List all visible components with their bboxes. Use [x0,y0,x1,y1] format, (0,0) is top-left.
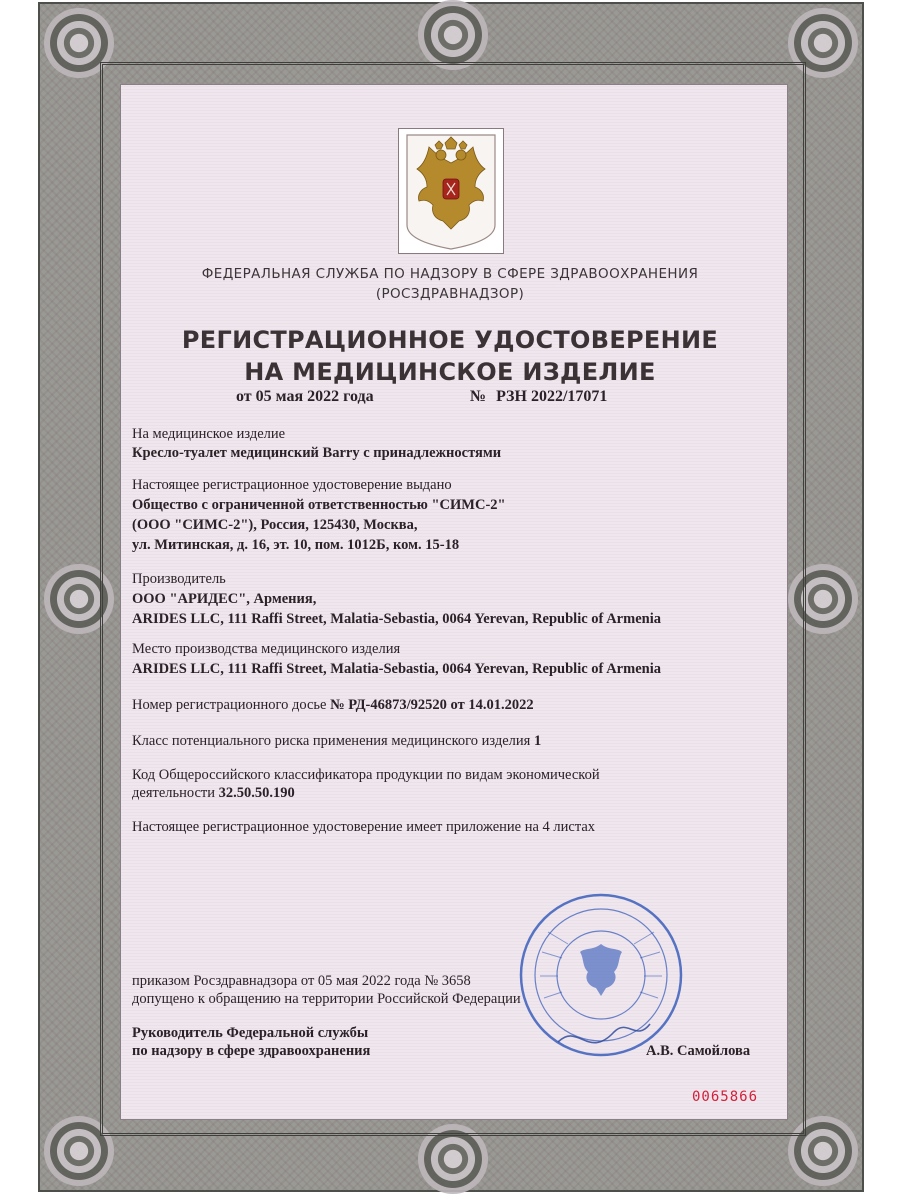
number-sign: № [470,388,487,405]
risk-class-label: Класс потенциального риска применения медицинского изделия [132,733,531,749]
okpd-label: Код Общероссийского классификатора продукции по видам экономической [132,767,600,783]
okpd-label-2: деятельности [132,785,216,801]
agency-name: ФЕДЕРАЛЬНАЯ СЛУЖБА ПО НАДЗОРУ В СФЕРЕ ЗДРАВООХРАНЕНИЯ [201,266,699,282]
registration-number-value: РЗН 2022/17071 [496,388,608,405]
appendix-note: Настоящее регистрационное удостоверение имеет приложение на 4 листах [132,819,596,835]
order-reference: приказом Росздравнадзора от 05 мая 2022 года № 3658 [132,973,471,989]
dossier-line [132,696,534,714]
registration-number [470,388,607,406]
issued-to-label: Настоящее регистрационное удостоверение выдано [132,477,452,493]
agency-abbreviation: (РОСЗДРАВНАДЗОР) [375,286,525,302]
dossier-label: Номер регистрационного досье [132,697,327,713]
signatory-title-1: Руководитель Федеральной службы [132,1025,369,1041]
manufacturer-label: Производитель [132,571,226,587]
order-permission: допущено к обращению на территории Российской Федерации [132,991,521,1007]
top-center-rosette [418,0,488,70]
document-title-line2: НА МЕДИЦИНСКОЕ ИЗДЕЛИЕ [244,358,656,386]
device-label: На медицинское изделие [132,426,286,442]
risk-class-line [132,732,541,750]
okpd-line [132,784,295,802]
risk-class-value: 1 [533,733,542,749]
signatory-title-2: по надзору в сфере здравоохранения [132,1043,371,1059]
manufacturer-address: ARIDES LLC, 111 Raffi Street, Malatia-Sebastia, 0064 Yerevan, Republic of Armenia [132,611,661,627]
dossier-value: № РД-46873/92520 от 14.01.2022 [330,697,534,713]
issue-date: от 05 мая 2022 года [236,388,374,405]
serial-number: 0065866 [692,1089,759,1105]
holder-name: Общество с ограниченной ответственностью "СИМС-2" [132,497,506,513]
coat-of-arms-icon [398,128,504,254]
document-title-line1: РЕГИСТРАЦИОННОЕ УДОСТОВЕРЕНИЕ [181,326,719,354]
okpd-value: 32.50.50.190 [218,785,295,801]
device-name: Кресло-туалет медицинский Barry с принадлежностями [132,445,502,461]
holder-address-1: (ООО "СИМС-2"), Россия, 125430, Москва, [132,517,418,533]
signatory-name: А.В. Самойлова [646,1043,751,1059]
manufacturer-name: ООО "АРИДЕС", Армения, [132,591,317,607]
official-seal-icon [518,892,684,1058]
holder-address-2: ул. Митинская, д. 16, эт. 10, пом. 1012Б, ком. 15-18 [132,537,460,553]
production-site-label: Место производства медицинского изделия [132,641,401,657]
production-site-address: ARIDES LLC, 111 Raffi Street, Malatia-Sebastia, 0064 Yerevan, Republic of Armenia [132,661,661,677]
